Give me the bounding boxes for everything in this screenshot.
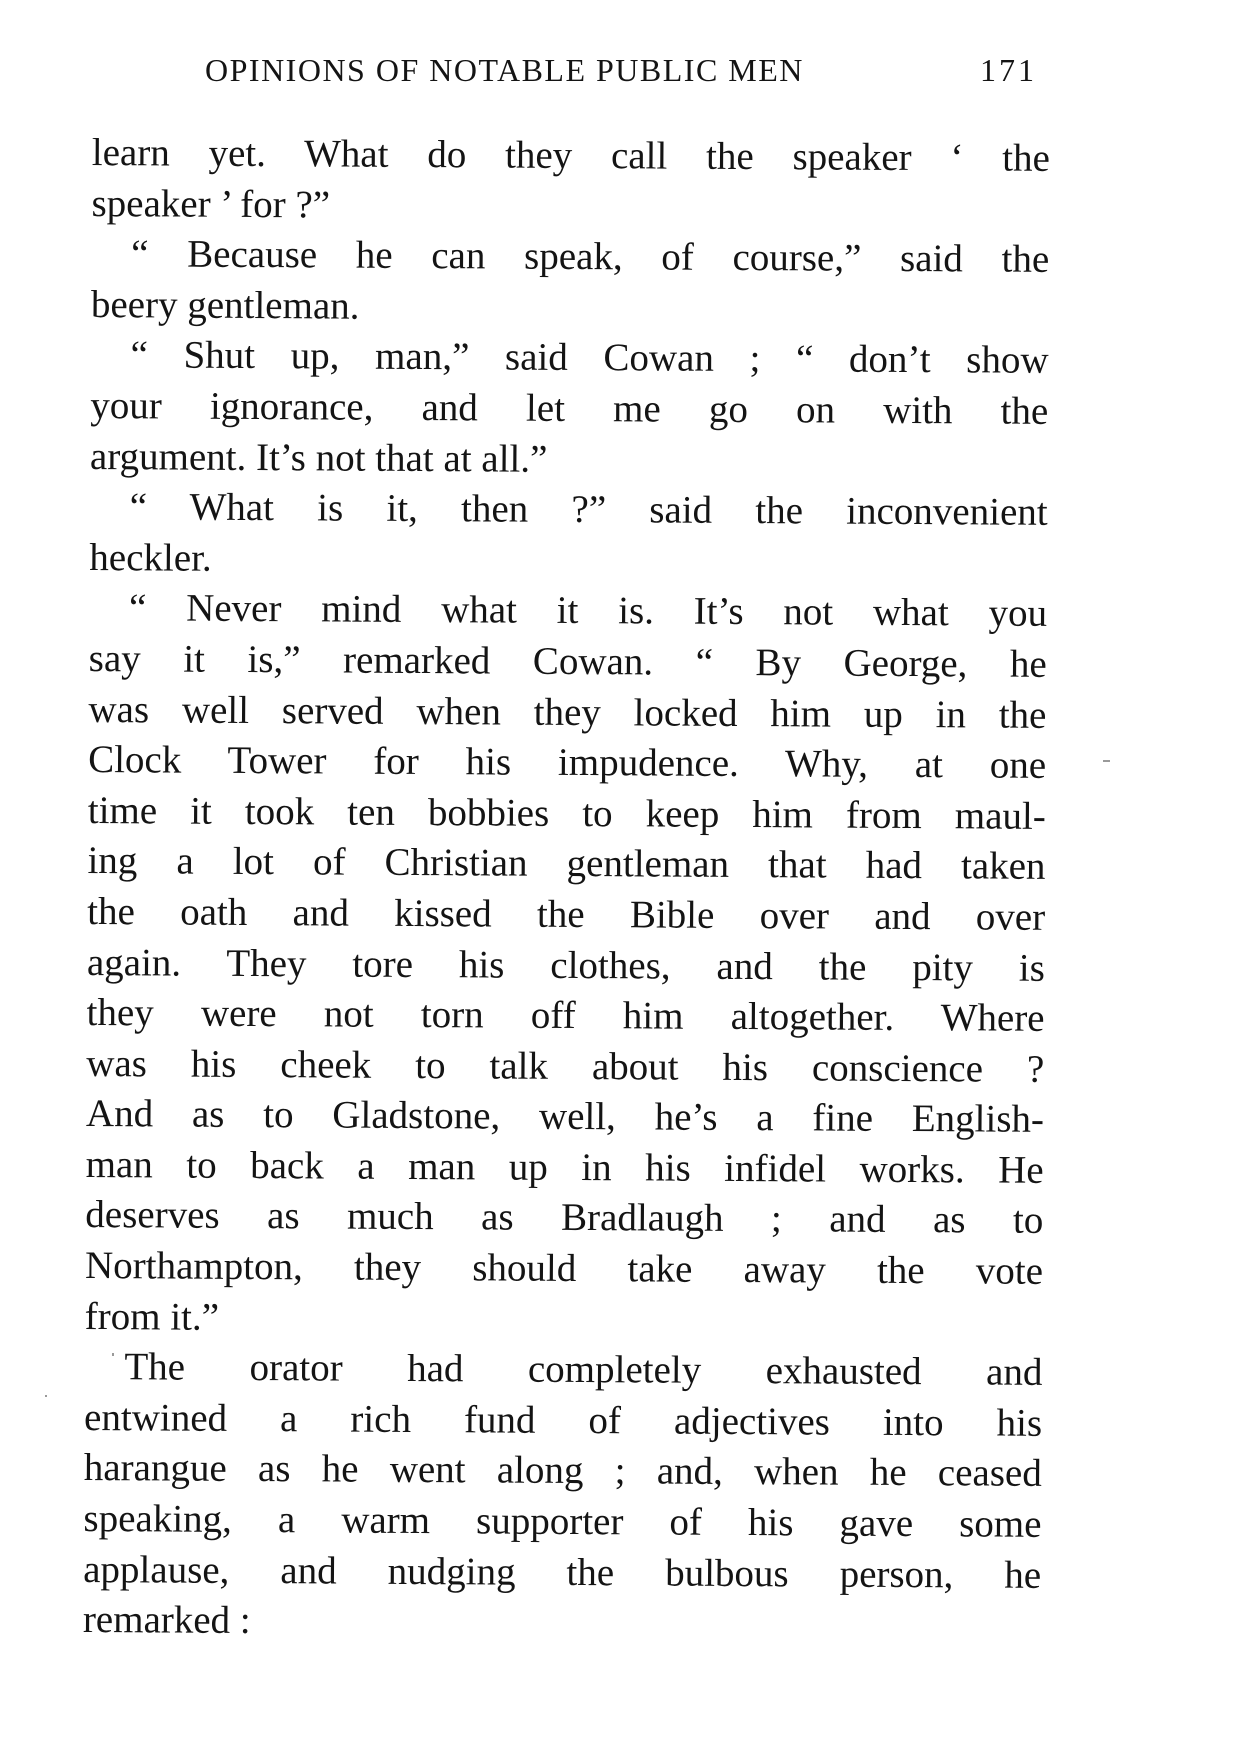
text-line: ing a lot of Christian gentleman that had taken bbox=[87, 839, 1046, 889]
text-line: the oath and kissed the Bible over and over bbox=[87, 889, 1046, 939]
text-line: harangue as he went along ; and, when he ceased bbox=[83, 1446, 1042, 1496]
text-line: say it is,” remarked Cowan. “ By George, he bbox=[88, 636, 1047, 686]
text-line: learn yet. What do they call the speaker ‘ the bbox=[91, 130, 1050, 180]
text-line: “ Never mind what it is. It’s not what you bbox=[128, 586, 1048, 636]
text-line: deserves as much as Bradlaugh ; and as to bbox=[85, 1193, 1044, 1243]
text-line: argument. It’s not that at all.” bbox=[89, 434, 548, 481]
text-line: And as to Gladstone, well, he’s a fine English- bbox=[85, 1092, 1045, 1142]
margin-speck bbox=[45, 1395, 47, 1397]
text-line: speaking, a warm supporter of his gave some bbox=[83, 1497, 1042, 1546]
text-line: applause, and nudging the bulbous person, he bbox=[83, 1547, 1042, 1597]
text-line: “ Because he can speak, of course,” said the bbox=[131, 232, 1050, 282]
text-line: Clock Tower for his impudence. Why, at one bbox=[88, 738, 1047, 787]
text-line: was well served when they locked him up in the bbox=[88, 687, 1047, 737]
margin-speck bbox=[112, 1353, 114, 1356]
text-line: entwined a rich fund of adjectives into his bbox=[83, 1395, 1043, 1445]
running-head bbox=[205, 52, 1037, 98]
text-line: “ What is it, then ?” said the inconvenient bbox=[129, 485, 1048, 535]
margin-speck bbox=[1103, 760, 1110, 762]
text-line: The orator had completely exhausted and bbox=[124, 1345, 1043, 1395]
text-line: beery gentleman. bbox=[90, 282, 360, 328]
text-line: remarked : bbox=[82, 1598, 251, 1643]
text-line: heckler. bbox=[89, 535, 212, 580]
text-line: speaker ’ for ?” bbox=[91, 181, 331, 227]
text-line: Northampton, they should take away the vote bbox=[84, 1244, 1044, 1293]
text-line: was his cheek to talk about his conscience ? bbox=[86, 1041, 1045, 1091]
text-line: “ Shut up, man,” said Cowan ; “ don’t show bbox=[130, 333, 1049, 383]
running-title: OPINIONS OF NOTABLE PUBLIC MEN bbox=[205, 52, 804, 88]
text-line: your ignorance, and let me go on with the bbox=[90, 383, 1049, 433]
page-number: 171 bbox=[980, 52, 1037, 88]
text-line: time it took ten bobbies to keep him from maul- bbox=[87, 788, 1046, 838]
text-line: again. They tore his clothes, and the pity is bbox=[86, 940, 1046, 990]
text-line: from it.” bbox=[84, 1294, 220, 1339]
text-line: man to back a man up in his infidel works. He bbox=[85, 1142, 1044, 1192]
body-text bbox=[83, 128, 1050, 1652]
text-line: they were not torn off him altogether. Where bbox=[86, 991, 1045, 1040]
